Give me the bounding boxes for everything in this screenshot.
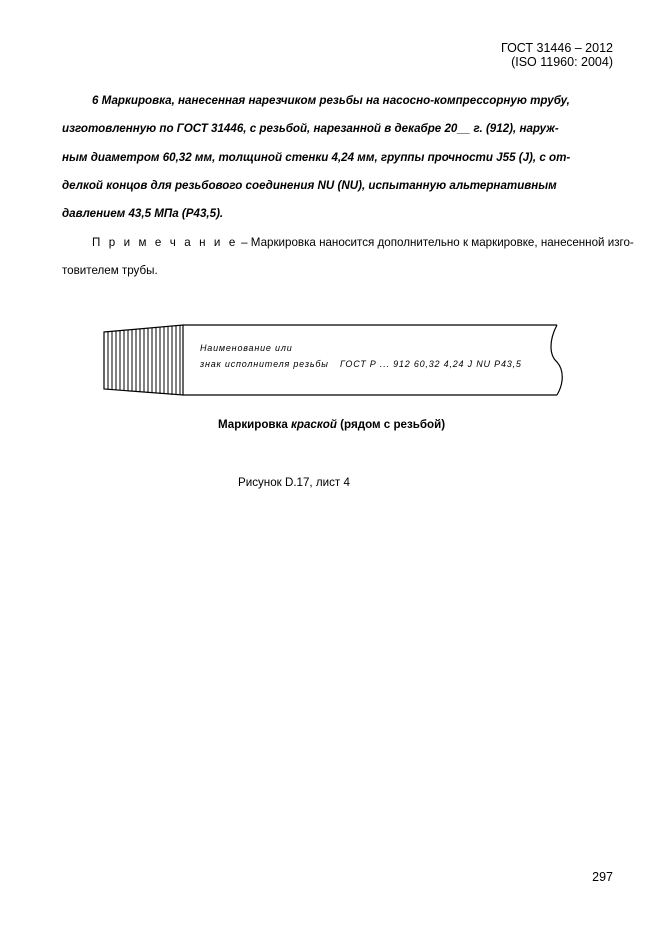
figure-title: Рисунок D.17, лист 4 [238,476,350,489]
note-text: Маркировка наносится дополнительно к маркировке, нанесенной изго- [250,236,634,249]
iso-reference: (ISO 11960: 2004) [511,55,613,69]
caption-part-2: (рядом с резьбой) [336,418,446,431]
caption-part-1: Маркировка [218,418,292,431]
caption-part-italic: краской [291,418,337,431]
figure-caption [218,418,445,432]
pipe-thread-end [104,325,183,395]
page-number: 297 [592,870,613,884]
note-label: П р и м е ч а н и е [92,236,238,249]
figure-marking-text: ГОСТ Р ... 912 60,32 4,24 J NU P43,5 [340,359,522,369]
note-line-2: товителем трубы. [62,264,158,277]
figure-label-line-1: Наименование или [200,343,293,353]
standard-designation: ГОСТ 31446 – 2012 [501,41,613,55]
paragraph-line-4: делкой концов для резьбового соединения NU (NU), испытанную альтернативным [62,179,557,192]
paragraph-line-2: изготовленную по ГОСТ 31446, с резьбой, нарезанной в декабре 20__ г. (912), наруж- [62,122,559,135]
paragraph-line-5: давлением 43,5 МПа (P43,5). [62,207,224,220]
paragraph-line-3: ным диаметром 60,32 мм, толщиной стенки 4,24 мм, группы прочности J55 (J), с от- [62,151,571,164]
note-dash: – [237,236,251,249]
paragraph-line-1: 6 Маркировка, нанесенная нарезчиком резьбы на насосно-компрессорную трубу, [92,94,570,107]
figure-label-line-2: знак исполнителя резьбы [200,359,329,369]
